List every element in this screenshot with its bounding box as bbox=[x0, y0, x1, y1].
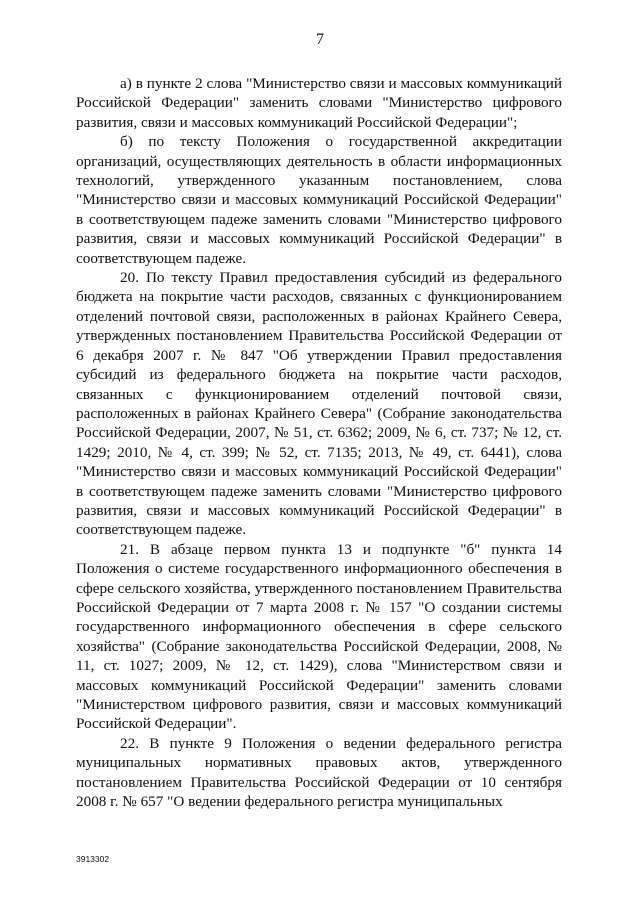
paragraph-21: 21. В абзаце первом пункта 13 и подпункте "б" пункта 14 Положения о системе государственного информационного обеспечения в сфере сельского хозяйства, утвержденного постановлением Правительства Российской Федерации от 7 марта 2008 г. № 157 "О создании системы государственного информационного обеспечения в сфере сельского хозяйства" (Собрание законодательства Российской Федерации, 2008, № 11, ст. 1027; 2009, № 12, ст. 1429), слова "Министерством связи и массовых коммуникаций Российской Федерации" заменить словами "Министерством цифрового развития, связи и массовых коммуникаций Российской Федерации". bbox=[76, 540, 562, 733]
document-code: 3913302 bbox=[76, 854, 110, 864]
paragraph-22: 22. В пункте 9 Положения о ведении федерального регистра муниципальных нормативных правовых актов, утвержденного постановлением Правительства Российской Федерации от 10 сентября 2008 г. № 657 "О ведении федерального регистра муниципальных bbox=[76, 734, 562, 811]
paragraph-20: 20. По тексту Правил предоставления субсидий из федерального бюджета на покрытие части расходов, связанных с функционированием отделений почтовой связи, расположенных в районах Крайнего Севера, утвержденных постановлением Правительства Российской Федерации от 6 декабря 2007 г. № 847 "Об утверждении Правил предоставления субсидий из федерального бюджета на покрытие части расходов, связанных с функционированием отделений почтовой связи, расположенных в районах Крайнего Севера" (Собрание законодательства Российской Федерации, 2007, № 51, ст. 6362; 2009, № 6, ст. 737; № 12, ст. 1429; 2010, № 4, ст. 399; № 52, ст. 7135; 2013, № 49, ст. 6441), слова "Министерство связи и массовых коммуникаций Российской Федерации" в соответствующем падеже заменить словами "Министерство цифрового развития, связи и массовых коммуникаций Российской Федерации" в соответствующем падеже. bbox=[76, 269, 562, 539]
paragraph-a: а) в пункте 2 слова "Министерство связи и массовых коммуникаций Российской Федерации" заменить словами "Министерство цифрового развития, связи и массовых коммуникаций Российской Федерации"; bbox=[76, 75, 562, 131]
document-body bbox=[76, 74, 562, 811]
page-number: 7 bbox=[316, 31, 324, 48]
paragraph-b: б) по тексту Положения о государственной аккредитации организаций, осуществляющих деятельность в области информационных технологий, утвержденного указанным постановлением, слова "Министерство связи и массовых коммуникаций Российской Федерации" в соответствующем падеже заменить словами "Министерство цифрового развития, связи и массовых коммуникаций Российской Федерации" в соответствующем падеже. bbox=[76, 133, 562, 267]
